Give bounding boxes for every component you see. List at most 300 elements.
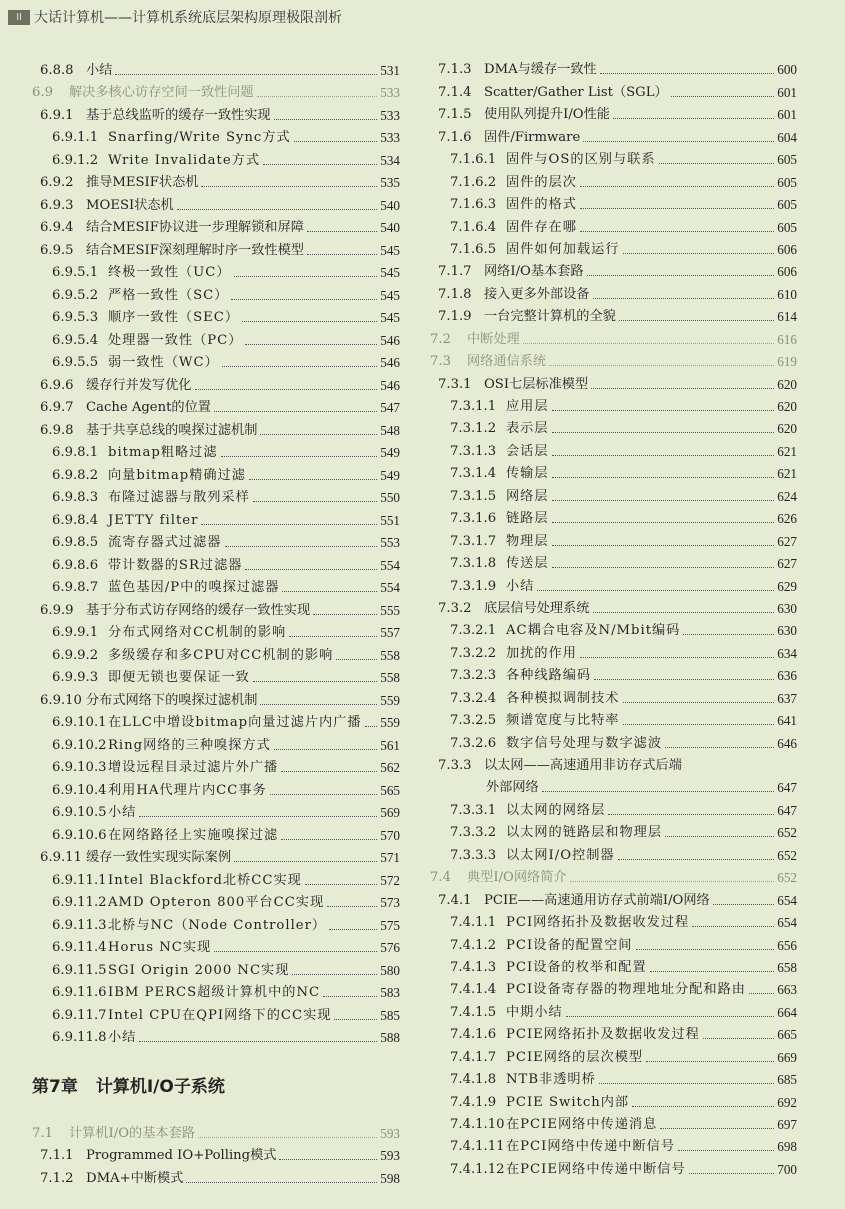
toc-entry-page: 614	[777, 309, 797, 325]
toc-entry-number: 7.3.3	[438, 758, 472, 773]
toc-entry[interactable]	[430, 594, 797, 616]
toc-leader-dots	[198, 1137, 377, 1138]
toc-entry-title: 固件与OS的区别与联系	[506, 152, 656, 168]
toc-entry-title: 小结	[506, 578, 535, 594]
toc-leader-dots	[703, 1038, 774, 1039]
toc-entry-page: 550	[380, 490, 400, 505]
toc-leader-dots	[307, 231, 377, 232]
toc-entry-number: 7.1.6.1	[450, 152, 497, 168]
toc-entry-title: 结合MESIF协议进一步理解锁和屏障	[86, 220, 304, 235]
toc-entry-page: 654	[777, 915, 797, 931]
toc-entry-number: 7.3.2.3	[450, 668, 497, 684]
toc-entry[interactable]	[430, 638, 797, 660]
toc-entry[interactable]	[430, 1065, 797, 1087]
toc-entry[interactable]	[430, 235, 797, 257]
toc-entry-number: 7.1.9	[438, 309, 472, 325]
toc-entry[interactable]	[32, 640, 400, 663]
toc-leader-dots	[282, 591, 377, 592]
toc-entry-number: 7.1.4	[438, 84, 472, 100]
toc-entry-page: 605	[777, 197, 797, 213]
toc-entry-page: 554	[380, 557, 400, 573]
toc-entry[interactable]	[430, 55, 797, 77]
toc-leader-dots	[257, 96, 378, 97]
toc-entry-page: 665	[777, 1027, 797, 1043]
toc-entry[interactable]	[32, 145, 400, 168]
toc-entry-number: 7.3.1.2	[450, 421, 497, 437]
toc-leader-dots	[713, 904, 775, 905]
toc-leader-dots	[270, 794, 378, 795]
toc-entry-page: 630	[777, 600, 797, 616]
toc-entry-number: 7.4.1.3	[450, 959, 497, 975]
toc-entry-title: 处理器一致性（PC）	[108, 332, 243, 348]
toc-entry-title: 固件存在哪	[506, 219, 577, 235]
toc-entry-page: 616	[777, 331, 797, 347]
toc-entry-title: DMA与缓存一致性	[484, 62, 597, 78]
toc-entry[interactable]	[32, 685, 400, 708]
toc-left-column	[32, 55, 400, 1045]
toc-leader-dots	[570, 881, 775, 882]
toc-entry-number: 7.3.2	[438, 600, 472, 616]
toc-entry-number: 7.3.1.5	[450, 488, 497, 504]
toc-entry-title: 数字信号处理与数字滤波	[506, 735, 663, 751]
toc-entry[interactable]	[32, 1141, 400, 1164]
toc-entry-title: 中期小结	[506, 1004, 563, 1020]
toc-entry[interactable]	[32, 528, 400, 551]
toc-entry-number: 7.3.3.2	[450, 825, 497, 841]
toc-entry[interactable]	[430, 302, 797, 324]
toc-entry[interactable]	[32, 438, 400, 461]
toc-entry-title: 即便无锁也要保证一致	[108, 670, 250, 685]
toc-entry[interactable]	[32, 370, 400, 393]
toc-entry-title: 结合MESIF深刻理解时序一致性模型	[86, 242, 304, 258]
toc-entry[interactable]	[32, 303, 400, 326]
toc-entry[interactable]	[430, 908, 797, 930]
toc-entry-title: 分布式网络下的嗅探过滤机制	[86, 692, 258, 708]
toc-entry-number: 7.4.1.1	[450, 915, 497, 931]
toc-entry[interactable]	[32, 775, 400, 798]
toc-entry[interactable]	[430, 100, 797, 122]
toc-entry-page: 545	[380, 242, 400, 258]
toc-entry-number: 7.3.1	[438, 376, 472, 392]
toc-entry[interactable]	[32, 910, 400, 933]
toc-entry-number: 6.9.11.8	[52, 1030, 107, 1045]
toc-entry-number: 6.9.1.2	[52, 152, 99, 168]
toc-entry[interactable]	[32, 280, 400, 303]
toc-entry-title: 顺序一致性（SEC）	[108, 310, 240, 325]
toc-entry[interactable]	[32, 460, 400, 483]
toc-entry-number: 7.3	[430, 354, 451, 370]
toc-entry-title: 计算机I/O的基本套路	[69, 1125, 195, 1141]
toc-entry-number: 7.4.1.4	[450, 982, 497, 998]
toc-entry[interactable]	[430, 459, 797, 481]
toc-entry-number: 7.3.1.9	[450, 578, 497, 594]
toc-entry[interactable]	[32, 348, 400, 371]
toc-entry-number: 7.4.1.6	[450, 1027, 497, 1043]
toc-leader-dots	[263, 164, 377, 165]
toc-entry[interactable]	[32, 618, 400, 641]
toc-entry-number: 6.9.9.2	[52, 647, 99, 663]
toc-leader-dots	[222, 366, 377, 367]
toc-entry[interactable]	[430, 1154, 797, 1176]
toc-leader-dots	[659, 163, 775, 164]
toc-entry-title: 底层信号处理系统	[484, 600, 590, 616]
toc-leader-dots	[245, 569, 377, 570]
toc-entry[interactable]	[430, 369, 797, 391]
toc-entry-number: 6.9.11.5	[52, 962, 107, 978]
toc-entry-number: 6.9.5.3	[52, 310, 99, 325]
toc-leader-dots	[749, 993, 774, 994]
toc-entry-number: 7.3.2.2	[450, 645, 497, 661]
toc-entry-title: 推导MESIF状态机	[86, 175, 199, 190]
toc-entry-page: 664	[777, 1004, 797, 1020]
toc-entry[interactable]	[430, 257, 797, 279]
toc-entry-page: 553	[380, 535, 400, 550]
toc-leader-dots	[214, 411, 377, 412]
toc-entry-title: 流寄存器式过滤器	[108, 535, 222, 550]
toc-entry-title: PCIE Switch内部	[506, 1094, 630, 1110]
toc-leader-dots	[623, 253, 775, 254]
toc-leader-dots	[671, 96, 775, 97]
toc-entry[interactable]	[430, 1087, 797, 1109]
toc-entry[interactable]	[32, 730, 400, 753]
toc-entry[interactable]	[430, 930, 797, 952]
toc-entry[interactable]	[430, 840, 797, 862]
toc-entry[interactable]	[430, 661, 797, 683]
toc-entry-page: 606	[777, 264, 797, 280]
toc-entry-title: 分布式网络对CC机制的影响	[108, 625, 287, 640]
toc-leader-dots	[608, 814, 774, 815]
toc-entry-page: 551	[380, 512, 400, 528]
toc-entry-page: 636	[777, 668, 797, 684]
toc-entry-page: 620	[777, 421, 797, 437]
toc-entry[interactable]	[430, 975, 797, 997]
toc-entry-number: 6.9.9.1	[52, 625, 99, 640]
toc-entry-title: 传输层	[506, 466, 549, 482]
toc-leader-dots	[552, 410, 775, 411]
toc-entry-title: 固件的层次	[506, 174, 577, 190]
toc-entry[interactable]	[32, 1000, 400, 1023]
toc-entry[interactable]	[430, 616, 797, 638]
toc-entry[interactable]	[430, 751, 797, 773]
toc-entry-number: 7.1.6.2	[450, 174, 497, 190]
toc-entry-page: 540	[380, 220, 400, 235]
toc-entry-page: 637	[777, 690, 797, 706]
toc-entry[interactable]	[430, 190, 797, 212]
toc-entry[interactable]	[32, 955, 400, 978]
toc-entry[interactable]	[32, 663, 400, 686]
toc-entry-number: 7.4.1.11	[450, 1139, 505, 1155]
toc-leader-dots	[225, 546, 378, 547]
toc-leader-dots	[650, 971, 775, 972]
toc-entry-number: 7.1.6.5	[450, 241, 497, 257]
toc-entry[interactable]	[32, 325, 400, 348]
toc-entry[interactable]	[32, 168, 400, 191]
toc-entry-title: 各种模拟调制技术	[506, 690, 620, 706]
toc-entry-title: 弱一致性（WC）	[108, 355, 219, 370]
toc-entry[interactable]	[430, 279, 797, 301]
toc-entry[interactable]	[430, 1042, 797, 1064]
toc-leader-dots	[660, 1128, 774, 1129]
toc-entry[interactable]	[430, 773, 797, 795]
toc-entry-number: 7.3.1.3	[450, 443, 497, 459]
toc-leader-dots	[289, 636, 377, 637]
toc-entry-page: 546	[380, 377, 400, 393]
toc-entry-page: 549	[380, 445, 400, 460]
toc-entry[interactable]	[32, 100, 400, 123]
toc-entry[interactable]	[430, 997, 797, 1019]
toc-entry-page: 558	[380, 670, 400, 685]
toc-entry[interactable]	[32, 415, 400, 438]
toc-entry-title: 基于分布式访存网络的缓存一致性实现	[86, 602, 311, 618]
toc-entry[interactable]	[430, 571, 797, 593]
toc-entry[interactable]	[32, 550, 400, 573]
toc-leader-dots	[245, 344, 377, 345]
toc-entry[interactable]	[430, 392, 797, 414]
toc-entry-title: PCIE网络拓扑及数据收发过程	[506, 1027, 700, 1043]
toc-leader-dots	[619, 320, 774, 321]
toc-entry-page: 685	[777, 1072, 797, 1088]
toc-leader-dots	[274, 119, 378, 120]
toc-entry[interactable]	[430, 414, 797, 436]
toc-entry[interactable]	[430, 481, 797, 503]
toc-entry-title: 固件如何加载运行	[506, 241, 620, 257]
chapter-title: 计算机I/O子系统	[95, 1077, 225, 1097]
toc-entry-page: 654	[777, 892, 797, 908]
toc-entry[interactable]	[32, 798, 400, 821]
toc-leader-dots	[249, 479, 377, 480]
toc-entry[interactable]	[32, 190, 400, 213]
toc-entry-number: 6.9.5.2	[52, 287, 99, 303]
toc-entry-title: 传送层	[506, 556, 549, 572]
toc-entry-page: 559	[380, 692, 400, 708]
toc-leader-dots	[636, 949, 775, 950]
toc-entry-number: 7.3.1.4	[450, 466, 497, 482]
toc-entry[interactable]	[32, 1163, 400, 1186]
toc-entry-title: 在PCI网络中传递中断信号	[506, 1139, 676, 1155]
toc-entry-number: 7.3.3.1	[450, 802, 497, 818]
toc-entry-page: 620	[777, 399, 797, 414]
toc-leader-dots	[523, 343, 774, 344]
toc-entry-page: 558	[380, 647, 400, 663]
book-title: 大话计算机——计算机系统底层架构原理极限剖析	[34, 10, 342, 26]
toc-entry[interactable]	[430, 863, 797, 885]
toc-entry-page: 620	[777, 376, 797, 392]
toc-entry-title: 会话层	[506, 443, 549, 459]
toc-entry[interactable]	[32, 393, 400, 416]
toc-entry-number: 7.1.1	[40, 1148, 74, 1163]
toc-entry[interactable]	[430, 885, 797, 907]
toc-left-column-after-chapter	[32, 1118, 400, 1186]
toc-entry-number: 7.4.1.7	[450, 1049, 497, 1065]
toc-entry[interactable]	[32, 78, 400, 101]
toc-entry[interactable]	[430, 504, 797, 526]
toc-entry[interactable]	[32, 978, 400, 1001]
toc-leader-dots	[221, 456, 378, 457]
toc-entry[interactable]	[32, 753, 400, 776]
toc-entry[interactable]	[32, 865, 400, 888]
toc-entry-page: 546	[380, 332, 400, 348]
toc-entry[interactable]	[32, 843, 400, 866]
toc-entry[interactable]	[430, 122, 797, 144]
toc-entry-number: 6.9.8.4	[52, 512, 99, 528]
toc-entry[interactable]	[430, 683, 797, 705]
toc-entry-title: 北桥与NC（Node Controller）	[108, 917, 327, 933]
toc-entry-title: DMA+中断模式	[86, 1170, 184, 1186]
toc-entry[interactable]	[32, 258, 400, 281]
toc-entry-number: 7.3.2.1	[450, 623, 497, 639]
toc-entry-number: 6.9.5	[40, 242, 74, 258]
toc-entry-page: 629	[777, 578, 797, 594]
toc-leader-dots	[599, 1083, 774, 1084]
toc-leader-dots	[537, 590, 774, 591]
toc-entry-number: 7.3.1.7	[450, 533, 497, 549]
toc-entry[interactable]	[430, 706, 797, 728]
toc-leader-dots	[281, 771, 377, 772]
toc-entry[interactable]	[430, 728, 797, 750]
toc-entry[interactable]	[32, 708, 400, 731]
toc-entry[interactable]	[430, 324, 797, 346]
toc-entry-page: 647	[777, 802, 797, 818]
toc-entry[interactable]	[430, 526, 797, 548]
toc-entry-page: 575	[380, 917, 400, 933]
toc-entry-number: 6.9.2	[40, 175, 74, 190]
toc-entry[interactable]	[32, 55, 400, 78]
toc-entry-page: 605	[777, 152, 797, 168]
toc-entry-title: 表示层	[506, 421, 549, 437]
toc-leader-dots	[307, 254, 377, 255]
toc-entry-page: 573	[380, 895, 400, 910]
toc-entry[interactable]	[430, 953, 797, 975]
toc-leader-dots	[115, 74, 377, 75]
toc-leader-dots	[632, 1106, 774, 1107]
toc-entry-page: 546	[380, 355, 400, 370]
toc-entry[interactable]	[430, 795, 797, 817]
toc-entry-page: 554	[380, 580, 400, 595]
toc-entry-page: 630	[777, 623, 797, 639]
toc-entry-number: 7.4.1.10	[450, 1117, 505, 1132]
toc-entry-number: 6.9.9	[40, 602, 74, 618]
toc-entry-title: 小结	[86, 62, 113, 78]
toc-entry-page: 697	[777, 1117, 797, 1132]
toc-entry[interactable]	[430, 1132, 797, 1154]
toc-entry-page: 548	[380, 422, 400, 438]
toc-entry-number: 7.1.3	[438, 62, 472, 78]
toc-entry[interactable]	[32, 505, 400, 528]
toc-entry-number: 7.3.1.6	[450, 511, 497, 527]
toc-entry-page: 585	[380, 1007, 400, 1023]
toc-entry-title: PCI设备寄存器的物理地址分配和路由	[506, 982, 746, 998]
toc-entry-page: 580	[380, 962, 400, 978]
toc-entry[interactable]	[32, 1118, 400, 1141]
toc-entry-title: 频谱宽度与比特率	[506, 713, 620, 729]
toc-entry-page: 647	[777, 780, 797, 796]
toc-entry-title: 基于总线监听的缓存一致性实现	[86, 107, 271, 123]
toc-entry-title: 各种线路编码	[506, 668, 592, 684]
toc-entry-page: 619	[777, 354, 797, 370]
toc-leader-dots	[683, 634, 774, 635]
toc-entry[interactable]	[430, 145, 797, 167]
toc-entry[interactable]	[430, 549, 797, 571]
toc-entry-title: 固件/Firmware	[484, 129, 581, 145]
toc-entry-page: 601	[777, 107, 797, 123]
toc-entry-title: 解决多核心访存空间一致性问题	[69, 85, 254, 100]
toc-entry[interactable]	[430, 347, 797, 369]
toc-entry-number: 7.4.1	[438, 892, 472, 908]
toc-entry-number: 7.1.7	[438, 264, 472, 280]
toc-entry-title: 布隆过滤器与散列采样	[108, 490, 250, 505]
toc-entry[interactable]	[430, 167, 797, 189]
toc-leader-dots	[195, 389, 378, 390]
toc-entry-page: 593	[380, 1125, 400, 1141]
toc-entry-page: 534	[380, 152, 400, 168]
toc-entry[interactable]	[430, 1020, 797, 1042]
toc-entry[interactable]	[32, 1023, 400, 1046]
toc-entry-page: 545	[380, 310, 400, 325]
toc-entry-page: 598	[380, 1170, 400, 1186]
toc-entry-title: 中断处理	[467, 331, 520, 347]
toc-leader-dots	[329, 929, 377, 930]
toc-leader-dots	[552, 477, 775, 478]
toc-entry[interactable]	[32, 888, 400, 911]
toc-entry-title: 网络通信系统	[467, 354, 547, 370]
page-header	[0, 0, 845, 40]
toc-entry[interactable]	[430, 77, 797, 99]
toc-entry[interactable]	[32, 213, 400, 236]
toc-entry-number: 6.9.10.5	[52, 805, 107, 820]
toc-entry[interactable]	[430, 212, 797, 234]
toc-leader-dots	[613, 118, 774, 119]
toc-entry-title: JETTY filter	[108, 512, 199, 528]
toc-entry-page: 658	[777, 959, 797, 975]
toc-entry[interactable]	[430, 1110, 797, 1132]
toc-entry-number: 7.4	[430, 870, 451, 886]
toc-leader-dots	[692, 926, 774, 927]
toc-entry[interactable]	[32, 235, 400, 258]
toc-entry[interactable]	[32, 820, 400, 843]
toc-entry[interactable]	[32, 483, 400, 506]
toc-entry-title: Ring网络的三种嗅探方式	[108, 737, 271, 753]
toc-entry[interactable]	[430, 818, 797, 840]
toc-entry[interactable]	[32, 573, 400, 596]
toc-entry-title: 增设远程目录过滤片外广播	[108, 760, 279, 775]
toc-leader-dots	[623, 724, 775, 725]
toc-entry-title: PCIE网络的层次模型	[506, 1049, 644, 1065]
toc-entry-title: 在LLC中增设bitmap向量过滤片内广播	[108, 715, 362, 730]
toc-entry-title: PCI设备的配置空间	[506, 937, 633, 953]
toc-entry-page: 549	[380, 467, 400, 483]
toc-entry-number: 6.9.11.4	[52, 940, 107, 955]
toc-entry-number: 6.9.11.7	[52, 1007, 107, 1023]
toc-entry[interactable]	[430, 436, 797, 458]
toc-entry[interactable]	[32, 595, 400, 618]
toc-entry-page: 572	[380, 872, 400, 888]
toc-entry-number: 6.9.1.1	[52, 130, 99, 145]
toc-leader-dots	[313, 614, 377, 615]
toc-entry-title: 以太网I/O控制器	[506, 847, 615, 863]
toc-entry-page: 604	[777, 129, 797, 145]
toc-entry-page: 610	[777, 286, 797, 302]
toc-entry[interactable]	[32, 123, 400, 146]
toc-entry-number: 6.9.1	[40, 107, 74, 123]
page-number-badge: II	[8, 10, 30, 25]
toc-leader-dots	[234, 276, 378, 277]
toc-entry-title: 多级缓存和多CPU对CC机制的影响	[108, 647, 334, 663]
toc-leader-dots	[292, 974, 377, 975]
toc-entry[interactable]	[32, 933, 400, 956]
toc-leader-dots	[253, 501, 377, 502]
toc-leader-dots	[580, 186, 774, 187]
toc-leader-dots	[552, 567, 775, 568]
